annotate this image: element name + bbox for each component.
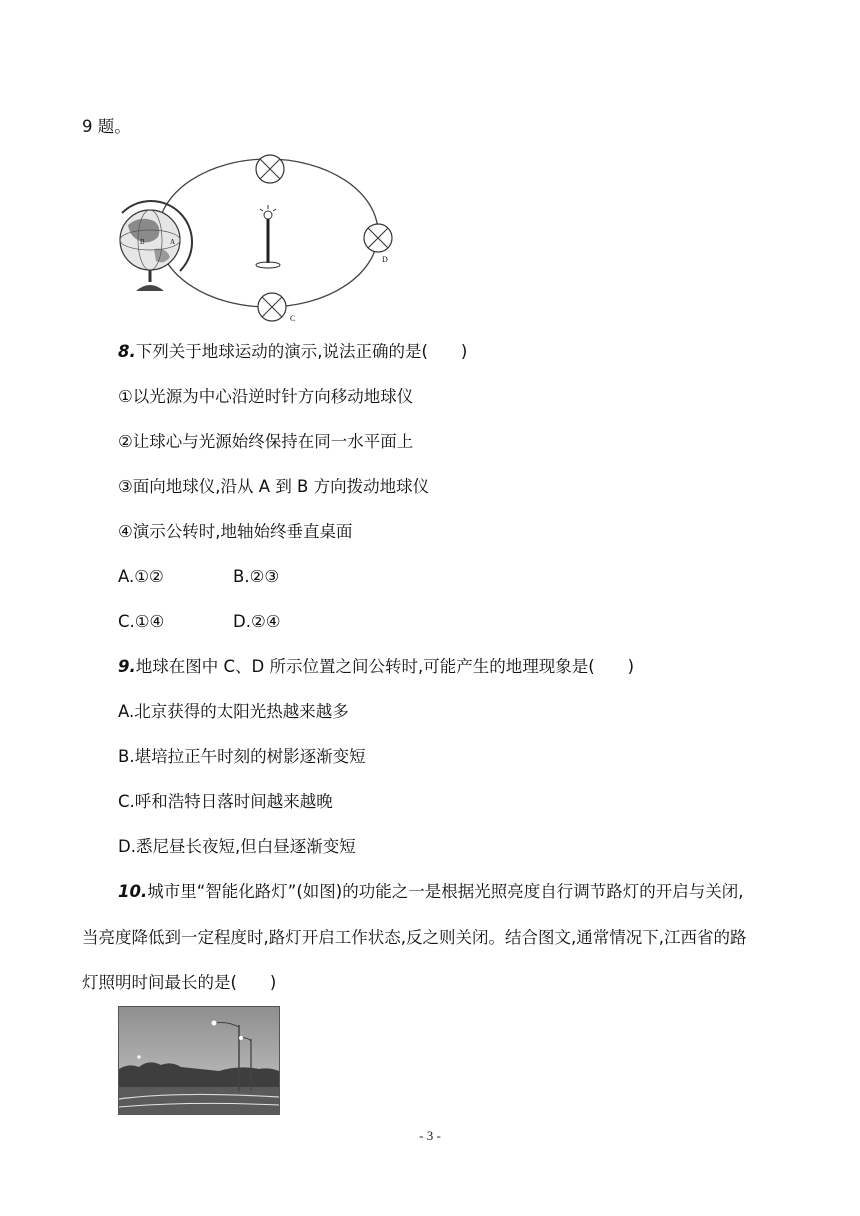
earth-position-c-icon <box>258 293 286 321</box>
q9-option-c: C.呼和浩特日落时间越来越晚 <box>118 792 333 811</box>
light-source-icon <box>256 205 280 268</box>
q10-number: 10. <box>118 882 148 901</box>
q8-option-a: A.①② <box>118 567 164 586</box>
label-d: D <box>382 255 388 264</box>
q10-line-2: 当亮度降低到一定程度时,路灯开启工作状态,反之则关闭。结合图文,通常情况下,江西省的路 <box>82 928 747 947</box>
page-number: - 3 - <box>419 1128 441 1143</box>
earth-orbit-diagram <box>110 145 410 335</box>
q8-option-b: B.②③ <box>233 567 280 586</box>
q8-item-2: ②让球心与光源始终保持在同一水平面上 <box>118 432 414 451</box>
q8-stem <box>118 341 467 363</box>
q9-stem-text: 地球在图中 C、D 所示位置之间公转时,可能产生的地理现象是( ) <box>135 657 635 676</box>
intro-text: 9 题。 <box>82 117 131 136</box>
q8-option-c: C.①④ <box>118 612 165 631</box>
q9-option-a: A.北京获得的太阳光热越来越多 <box>118 702 349 721</box>
globe-model-icon <box>120 201 192 291</box>
q10-line-3: 灯照明时间最长的是( ) <box>82 973 277 992</box>
q8-item-1: ①以光源为中心沿逆时针方向移动地球仪 <box>118 387 414 406</box>
q9-option-d: D.悉尼昼长夜短,但白昼逐渐变短 <box>118 837 356 856</box>
street-light-photo <box>118 1006 280 1115</box>
q9-number: 9. <box>118 657 136 676</box>
q8-item-3: ③面向地球仪,沿从 A 到 B 方向拨动地球仪 <box>118 477 430 496</box>
earth-position-top-icon <box>256 155 284 183</box>
svg-text:B: B <box>140 238 145 246</box>
q8-number: 8. <box>118 342 136 361</box>
q8-stem-text: 下列关于地球运动的演示,说法正确的是( ) <box>135 342 468 361</box>
q9-option-b: B.堪培拉正午时刻的树影逐渐变短 <box>118 747 366 766</box>
earth-position-d-icon <box>364 224 392 252</box>
q10-line-1-text: 城市里“智能化路灯”(如图)的功能之一是根据光照亮度自行调节路灯的开启与关闭, <box>147 882 744 901</box>
label-c: C <box>290 314 296 323</box>
q9-stem <box>118 656 634 678</box>
q10-line-1 <box>118 881 743 903</box>
q8-item-4: ④演示公转时,地轴始终垂直桌面 <box>118 522 353 541</box>
q8-option-d: D.②④ <box>233 612 281 631</box>
svg-text:A: A <box>170 238 176 246</box>
